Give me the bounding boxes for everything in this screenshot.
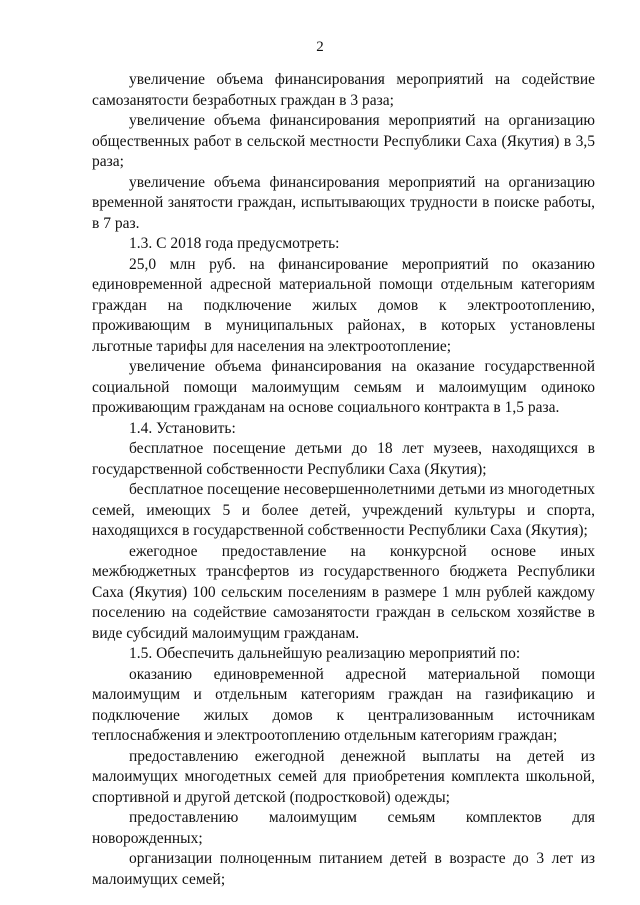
paragraph-gasification-aid: оказанию единовременной адресной материальной помощи малоимущим и отдельным категориям граждан на газификацию и подключение жилых домов к централизованным источникам теплоснабжения и электроотоплению отдельным категориям граждан; xyxy=(92,665,595,744)
paragraph-school-clothing-payment: предоставлению ежегодной денежной выплаты на детей из малоимущих многодетных семей для приобретения комплекта школьной, спортивной и другой детской (подростковой) одежды; xyxy=(92,747,595,806)
paragraph-social-contract-funding: увеличение объема финансирования на оказание государственной социальной помощи малоимущим семьям и малоимущим одиноко проживающим гражданам на основе социального контракта в 1,5 раза. xyxy=(92,358,595,416)
paragraph-electric-heating-aid: 25,0 млн руб. на финансирование мероприятий по оказанию единовременной адресной материальной помощи отдельным категориям граждан на подключение жилых домов к электроотоплению, проживающим в муниципальных районах, в которых установлены льготные тарифы для населения на электроотопление; xyxy=(92,255,595,355)
section-heading-1-3: 1.3. С 2018 года предусмотреть: xyxy=(129,235,340,252)
paragraph-free-museum-visits: бесплатное посещение детьми до 18 лет музеев, находящихся в государственной собственности Республики Саха (Якутия); xyxy=(92,440,595,478)
document-body xyxy=(92,70,595,890)
paragraph-self-employment-funding: увеличение объема финансирования мероприятий на содействие самозанятости безработных граждан в 3 раза; xyxy=(92,71,595,109)
paragraph-newborn-kits: предоставлению малоимущим семьям комплектов для новорожденных; xyxy=(92,809,595,847)
paragraph-temporary-employment-funding: увеличение объема финансирования мероприятий на организацию временной занятости граждан, испытывающих трудности в поиске работы, в 7 раз. xyxy=(92,173,595,232)
section-heading-1-5: 1.5. Обеспечить дальнейшую реализацию мероприятий по: xyxy=(129,645,521,662)
section-heading-1-4: 1.4. Установить: xyxy=(129,419,236,437)
paragraph-public-works-funding: увеличение объема финансирования мероприятий на организацию общественных работ в сельской местности Республики Саха (Якутия) в 3,5 раза; xyxy=(92,112,595,170)
paragraph-free-culture-sport-visits: бесплатное посещение несовершеннолетними детьми из многодетных семей, имеющих 5 и более детей, учреждений культуры и спорта, находящихся в государственной собственности Республики Саха (Якутия); xyxy=(92,481,595,539)
paragraph-interbudget-transfers: ежегодное предоставление на конкурсной основе иных межбюджетных трансфертов из государственного бюджета Республики Саха (Якутия) 100 сельским поселениям в размере 1 млн рублей каждому поселению на содействие самозанятости граждан в сельском хозяйстве в виде субсидий малоимущим гражданам. xyxy=(92,542,595,642)
page-number: 2 xyxy=(316,39,324,55)
paragraph-child-nutrition: организации полноценным питанием детей в возрасте до 3 лет из малоимущих семей; xyxy=(92,850,595,888)
